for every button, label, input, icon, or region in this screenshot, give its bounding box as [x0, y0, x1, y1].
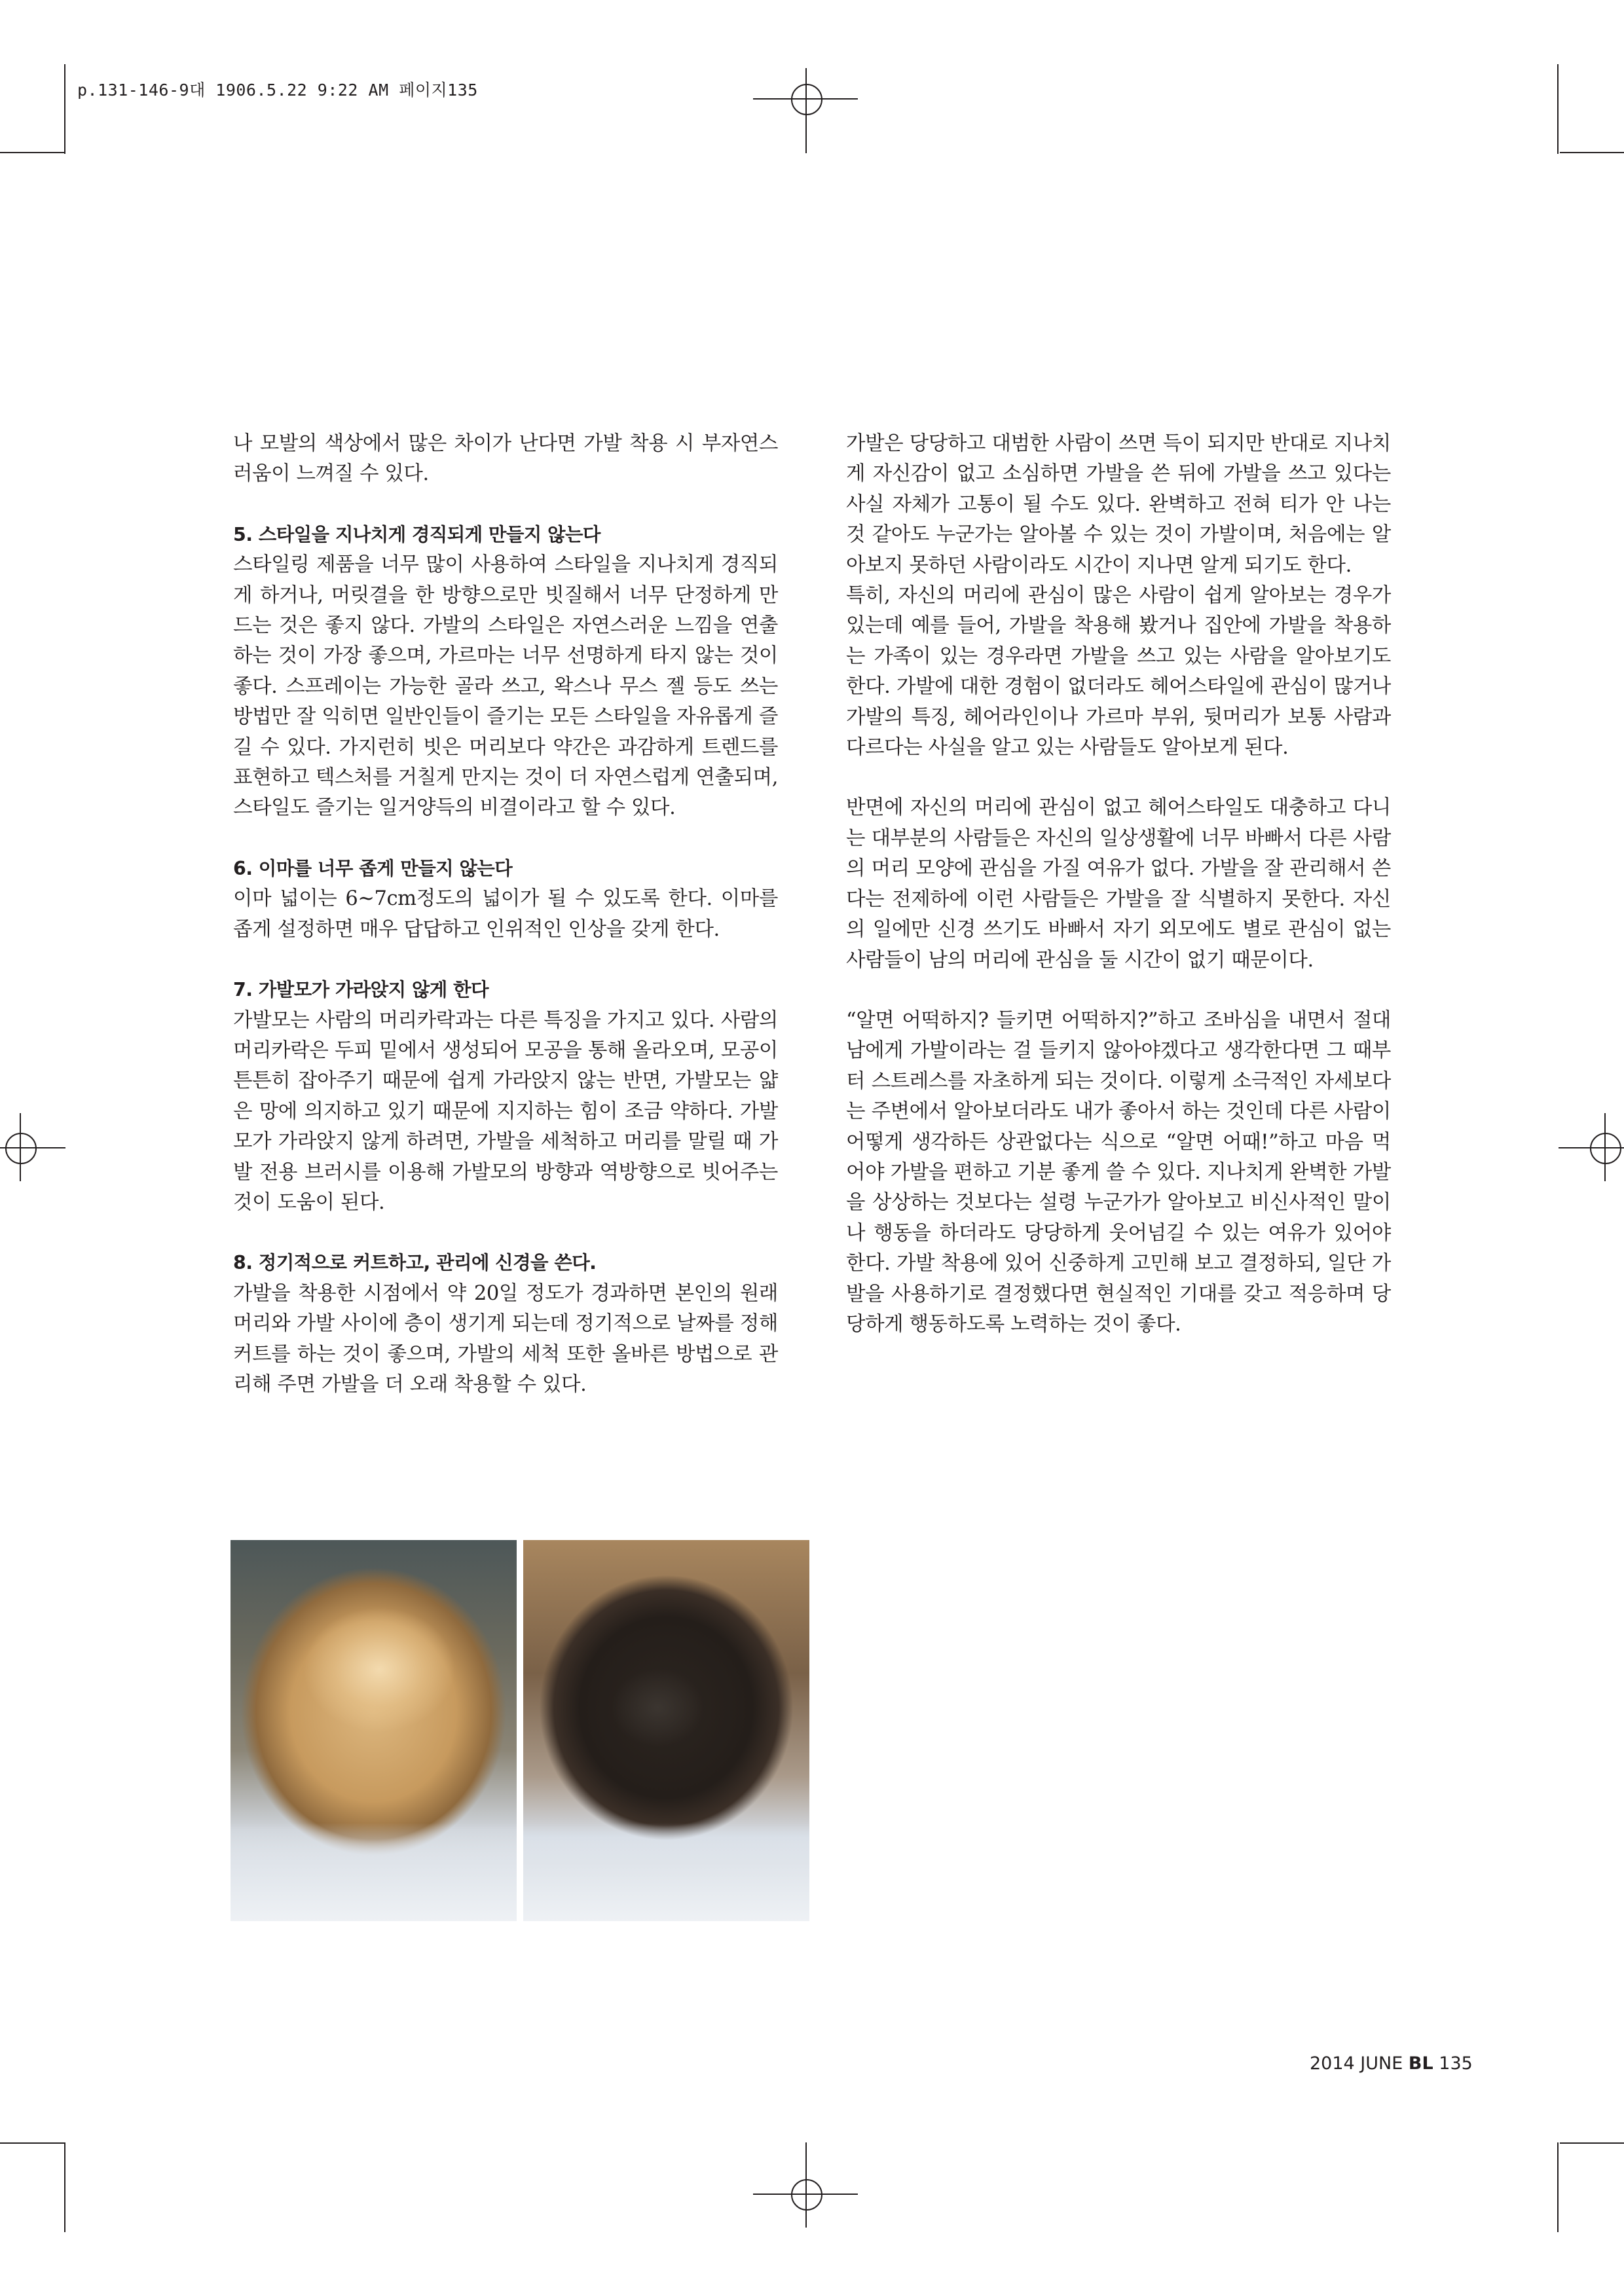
paragraph-tip-6: 이마 넓이는 6~7cm정도의 넓이가 될 수 있도록 한다. 이마를 좁게 설정하면 매우 답답하고 인위적인 인상을 갖게 한다.	[233, 887, 778, 941]
paragraph-attitude: “알면 어떡하지? 들키면 어떡하지?”하고 조바심을 내면서 절대 남에게 가발이라는 걸 들키지 않아야겠다고 생각한다면 그 때부터 스트레스를 자초하게 되는 것이다. 이렇게 소극적인 자세보다는 주변에서 알아보더라도 내가 좋아서 하는 것인데 다른 사람이 어떻게 생각하든 상관없다는 식으로 “알면 어때!”하고 마음 먹어야 가발을 편하고 기분 좋게 쓸 수 있다. 지나치게 완벽한 가발을 상상하는 것보다는 설령 누군가가 알아보고 비신사적인 말이나 행동을 하더라도 당당하게 웃어넘길 수 있는 여유가 있어야 한다. 가발 착용에 있어 신중하게 고민해 보고 결정하되, 일단 가발을 사용하기로 결정했다면 현실적인 기대를 갖고 적응하며 당당하게 행동하도록 노력하는 것이 좋다.	[846, 1008, 1391, 1336]
slug-line: p.131-146-9대 1906.5.22 9:22 AM 페이지135	[77, 81, 478, 100]
paragraph-confidence: 가발은 당당하고 대범한 사람이 쓰면 득이 되지만 반대로 지나치게 자신감이 없고 소심하면 가발을 쓴 뒤에 가발을 쓰고 있다는 사실 자체가 고통이 될 수도 있다. 완벽하고 전혀 티가 안 나는 것 같아도 누군가는 알아볼 수 있는 것이 가발이며, 처음에는 알아보지 못하던 사람이라도 시간이 지나면 알게 되기도 한다.	[846, 432, 1391, 577]
right-column	[846, 429, 1391, 1340]
folio	[1310, 2053, 1473, 2074]
paragraph-most-people: 반면에 자신의 머리에 관심이 없고 헤어스타일도 대충하고 다니는 대부분의 사람들은 자신의 일상생활에 너무 바빠서 다른 사람의 머리 모양에 관심을 가질 여유가 없다. 가발을 잘 관리해서 쓴다는 전제하에 이런 사람들은 가발을 잘 식별하지 못한다. 자신의 일에만 신경 쓰기도 바빠서 자기 외모에도 별로 관심이 없는 사람들이 남의 머리에 관심을 둘 시간이 없기 때문이다.	[846, 796, 1391, 972]
paragraph-tip-8: 가발을 착용한 시점에서 약 20일 정도가 경과하면 본인의 원래 머리와 가발 사이에 층이 생기게 되는데 정기적으로 날짜를 정해 커트를 하는 것이 좋으며, 가발의 세척 또한 올바른 방법으로 관리해 주면 가발을 더 오래 착용할 수 있다.	[233, 1281, 778, 1396]
before-after-photos	[231, 1540, 809, 1921]
folio-magazine: BL	[1408, 2053, 1433, 2074]
heading-tip-8: 8. 정기적으로 커트하고, 관리에 신경을 쓴다.	[233, 1252, 597, 1274]
photo-after-hairpiece	[523, 1540, 809, 1921]
folio-date: 2014 JUNE	[1310, 2053, 1403, 2074]
heading-tip-5: 5. 스타일을 지나치게 경직되게 만들지 않는다	[233, 523, 600, 545]
folio-page-number: 135	[1439, 2053, 1473, 2074]
photo-before-thinning-crown	[231, 1540, 517, 1921]
paragraph-tip-7: 가발모는 사람의 머리카락과는 다른 특징을 가지고 있다. 사람의 머리카락은 두피 밑에서 생성되어 모공을 통해 올라오며, 모공이 튼튼히 잡아주기 때문에 쉽게 가라앉지 않는 반면, 가발모는 얇은 망에 의지하고 있기 때문에 지지하는 힘이 조금 약하다. 가발모가 가라앉지 않게 하려면, 가발을 세척하고 머리를 말릴 때 가발 전용 브러시를 이용해 가발모의 방향과 역방향으로 빗어주는 것이 도움이 된다.	[233, 1008, 778, 1214]
heading-tip-7: 7. 가발모가 가라앉지 않게 한다	[233, 979, 489, 1001]
paragraph-intro: 나 모발의 색상에서 많은 차이가 난다면 가발 착용 시 부자연스러움이 느껴질 수 있다.	[233, 432, 778, 486]
left-column	[233, 429, 778, 1400]
paragraph-tip-5: 스타일링 제품을 너무 많이 사용하여 스타일을 지나치게 경직되게 하거나, 머릿결을 한 방향으로만 빗질해서 너무 단정하게 만드는 것은 좋지 않다. 가발의 스타일은 자연스러운 느낌을 연출하는 것이 가장 좋으며, 가르마는 너무 선명하게 타지 않는 것이 좋다. 스프레이는 가능한 골라 쓰고, 왁스나 무스 젤 등도 쓰는 방법만 잘 익히면 일반인들이 즐기는 모든 스타일을 자유롭게 즐길 수 있다. 가지런히 빗은 머리보다 약간은 과감하게 트렌드를 표현하고 텍스처를 거칠게 만지는 것이 더 자연스럽게 연출되며, 스타일도 즐기는 일거양득의 비결이라고 할 수 있다.	[233, 553, 778, 820]
heading-tip-6: 6. 이마를 너무 좁게 만들지 않는다	[233, 857, 513, 879]
paragraph-who-notices: 특히, 자신의 머리에 관심이 많은 사람이 쉽게 알아보는 경우가 있는데 예를 들어, 가발을 착용해 봤거나 집안에 가발을 착용하는 가족이 있는 경우라면 가발을 쓰고 있는 사람을 알아보기도 한다. 가발에 대한 경험이 없더라도 헤어스타일에 관심이 많거나 가발의 특징, 헤어라인이나 가르마 부위, 뒷머리가 보통 사람과 다르다는 사실을 알고 있는 사람들도 알아보게 된다.	[846, 584, 1391, 760]
